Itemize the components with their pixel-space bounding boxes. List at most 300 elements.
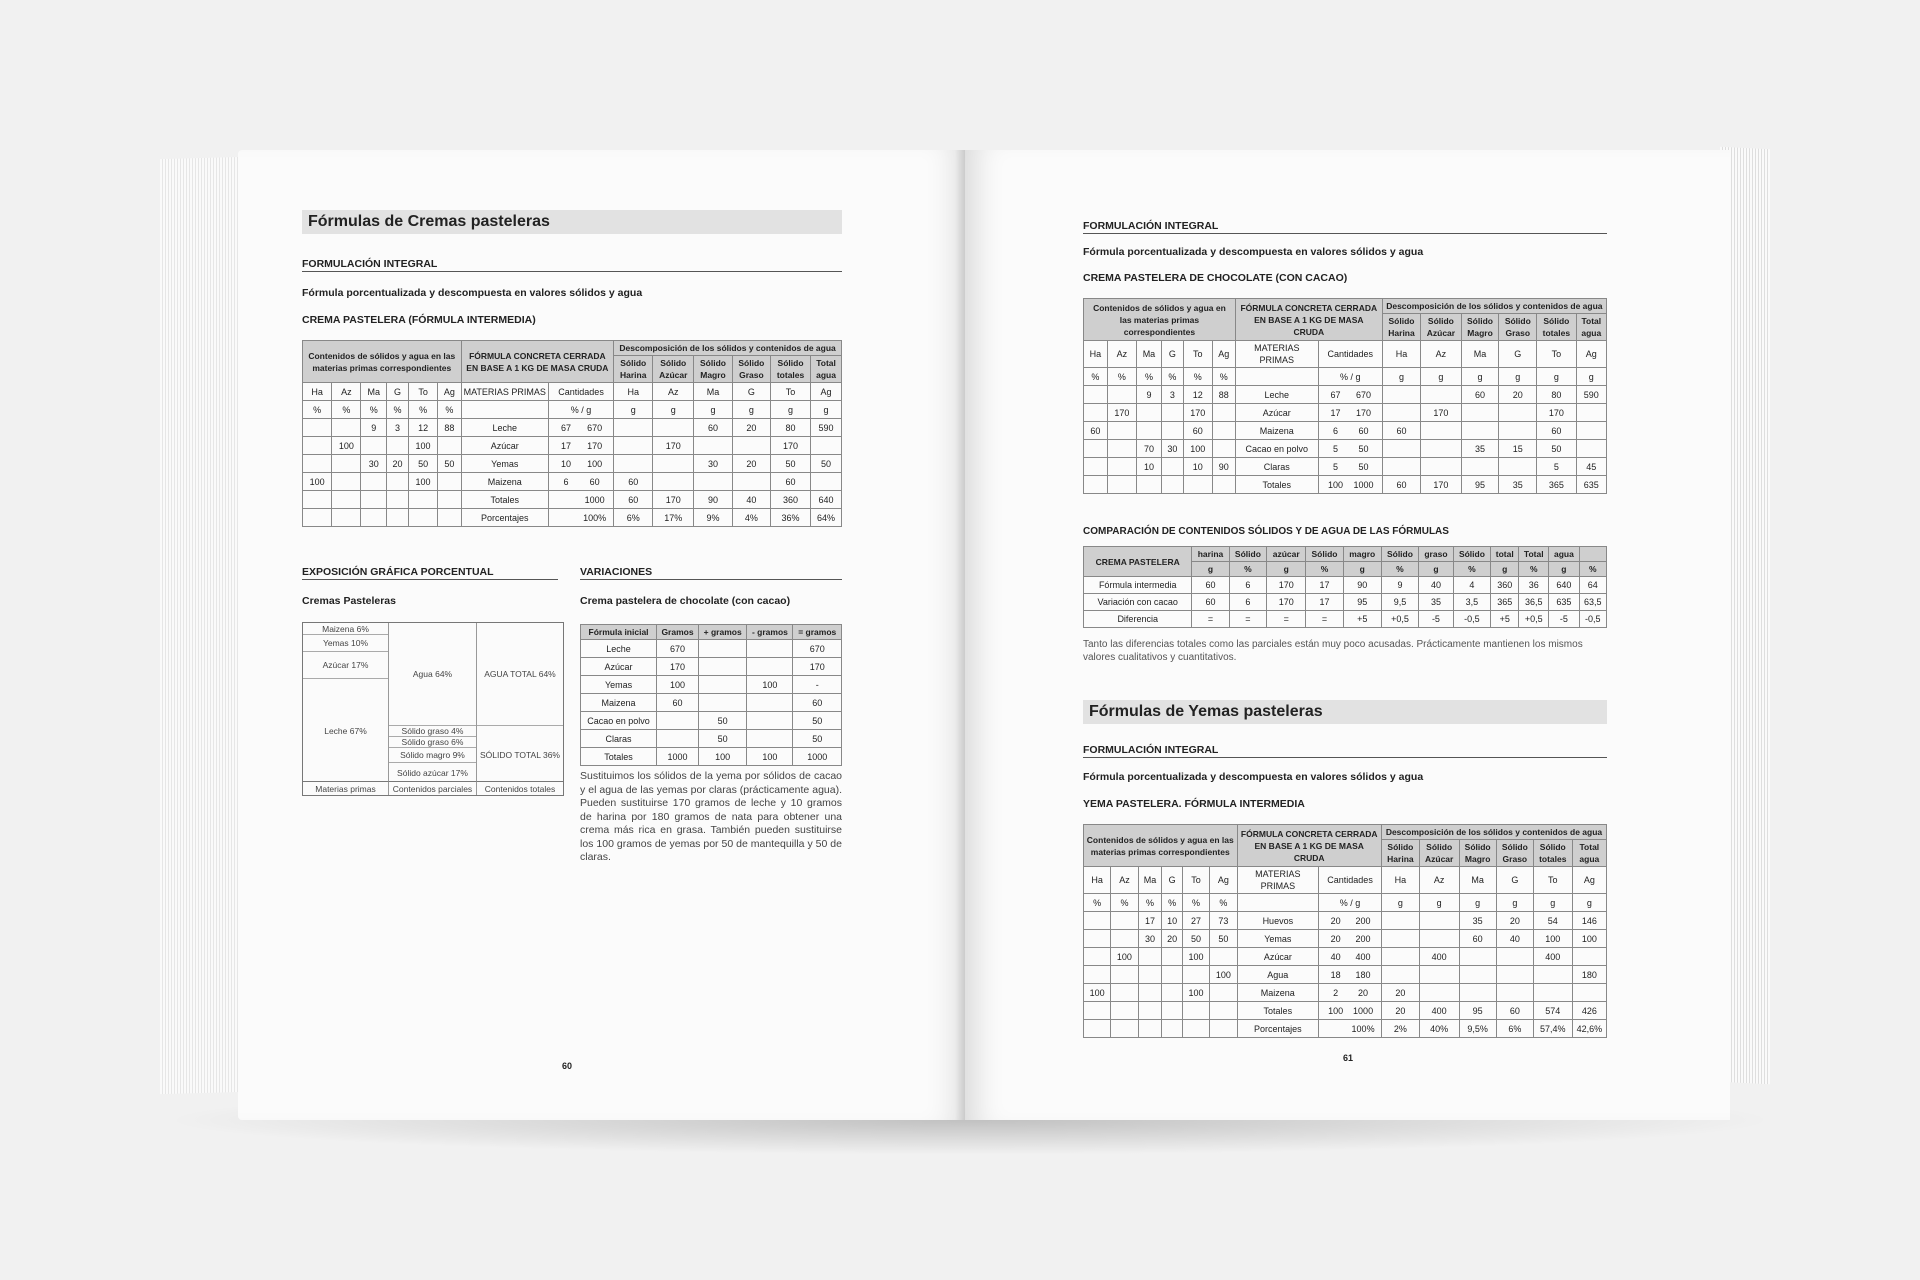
table-cell bbox=[657, 730, 699, 748]
table-cell bbox=[694, 473, 733, 491]
table-cell bbox=[332, 455, 361, 473]
left-page-edges bbox=[160, 157, 244, 1094]
table-cell: 6 60 bbox=[1318, 422, 1382, 440]
table-cell: 100 bbox=[657, 676, 699, 694]
variations-subtitle: Crema pastelera de chocolate (con cacao) bbox=[580, 595, 791, 607]
table-cell: 30 bbox=[361, 455, 387, 473]
table-cell: 2% bbox=[1381, 1020, 1419, 1038]
table-cell: = bbox=[1267, 611, 1306, 628]
table-cell bbox=[811, 473, 842, 491]
table-cell bbox=[1382, 386, 1421, 404]
table-cell: 670 bbox=[793, 640, 842, 658]
table-cell: 60 bbox=[1192, 577, 1229, 594]
section-subtitle: Fórmula porcentualizada y descompuesta en valores sólidos y agua bbox=[302, 287, 643, 299]
table-cell: g bbox=[614, 401, 653, 419]
percent-graph bbox=[302, 622, 564, 796]
table-cell: 6 60 bbox=[548, 473, 613, 491]
table-cell: 9 bbox=[361, 419, 387, 437]
table-row bbox=[1084, 948, 1607, 966]
table-cell: 67 670 bbox=[548, 419, 613, 437]
table-cell: 50 bbox=[811, 455, 842, 473]
table-cell: % bbox=[1107, 368, 1136, 386]
table-cell: g bbox=[771, 401, 811, 419]
table-codes-row: Ha Az Ma G To Ag MATERIAS PRIMAS Cantidades Ha Az Ma G To Ag bbox=[1084, 867, 1607, 894]
table-row bbox=[303, 437, 842, 455]
table-cell: 20 bbox=[1496, 912, 1533, 930]
table-cell: % bbox=[387, 401, 409, 419]
table-cell bbox=[303, 419, 332, 437]
table-cell: 9 bbox=[1136, 386, 1161, 404]
table-row bbox=[1084, 577, 1607, 594]
formula-table-chocolate bbox=[1083, 298, 1607, 494]
table-cell: 1000 bbox=[793, 748, 842, 766]
table-cell: 17 170 bbox=[1318, 404, 1382, 422]
table-cell: % bbox=[1084, 368, 1108, 386]
graph-seg-graso-a: Sólido graso 4% bbox=[389, 726, 476, 737]
table-cell: 100 bbox=[1210, 966, 1237, 984]
table-cell bbox=[1162, 458, 1184, 476]
table-cell bbox=[438, 491, 461, 509]
table-cell bbox=[1496, 984, 1533, 1002]
table-cell: 100 bbox=[698, 748, 746, 766]
table-cell: 3 bbox=[387, 419, 409, 437]
right-section-heading: FORMULACIÓN INTEGRAL bbox=[1083, 220, 1607, 234]
table-cell bbox=[1212, 476, 1235, 494]
table-cell bbox=[1111, 912, 1138, 930]
page-number-left: 60 bbox=[562, 1061, 573, 1071]
table-cell bbox=[1183, 476, 1212, 494]
table-row bbox=[1084, 611, 1607, 628]
table-cell bbox=[461, 401, 548, 419]
table-cell: 170 bbox=[771, 437, 811, 455]
table-cell: g bbox=[1421, 368, 1461, 386]
table-cell: 100 1000 bbox=[1318, 476, 1382, 494]
comparison-table: CREMA PASTELERA harina Sólido azúcar Sólido magro Sólido graso Sólido total Total agua g % g % g % g % g % g % Fórmula intermedia 60 6 170 17 90 9 40 4 360 36 640 64 Variación con cacao 60 6 170 17 95 9,5 35 3,5 365 36,5 635 63,5 Diferencia = = = = +5 +0,5 -5 -0,5 +5 +0,5 -5 -0,5 bbox=[1083, 546, 1607, 628]
table-cell bbox=[747, 712, 793, 730]
table-cell: 4% bbox=[732, 509, 770, 527]
table-cell: 60 bbox=[771, 473, 811, 491]
table-cell: 9,5 bbox=[1381, 594, 1419, 611]
table-cell: 50 bbox=[793, 712, 842, 730]
table-cell bbox=[1419, 966, 1459, 984]
right-section-heading-2: FORMULACIÓN INTEGRAL bbox=[1083, 744, 1607, 758]
table-cell: Porcentajes bbox=[461, 509, 548, 527]
col-solido-harina: Sólido Harina bbox=[614, 356, 653, 383]
table-cell: 50 bbox=[1537, 440, 1576, 458]
table-cell: 590 bbox=[1576, 386, 1606, 404]
var-col-equals: = gramos bbox=[793, 625, 842, 640]
table-cell: = bbox=[1192, 611, 1229, 628]
table-cell bbox=[1136, 404, 1161, 422]
table-cell bbox=[387, 509, 409, 527]
table-cell: 54 bbox=[1533, 912, 1572, 930]
table-cell bbox=[303, 509, 332, 527]
table-cell bbox=[1381, 966, 1419, 984]
table-cell: 170 bbox=[1537, 404, 1576, 422]
table-cell: 180 bbox=[1572, 966, 1606, 984]
table-cell bbox=[653, 473, 694, 491]
table-cell: 40 400 bbox=[1319, 948, 1382, 966]
table-cell: 18 180 bbox=[1319, 966, 1382, 984]
table-cell: Claras bbox=[1235, 458, 1318, 476]
table-row bbox=[1084, 422, 1607, 440]
table-cell: % bbox=[1182, 894, 1209, 912]
table-cell bbox=[361, 491, 387, 509]
table-head-contents: Contenidos de sólidos y agua en las materias primas correspondientes bbox=[1084, 825, 1238, 867]
table-cell: 365 bbox=[1491, 594, 1519, 611]
table-cell: 170 bbox=[793, 658, 842, 676]
table-cell: Cacao en polvo bbox=[581, 712, 657, 730]
table-cell: 100 bbox=[1111, 948, 1138, 966]
table-cell bbox=[1182, 966, 1209, 984]
table-cell bbox=[1576, 422, 1606, 440]
table-cell: 170 bbox=[657, 658, 699, 676]
table-cell: % bbox=[1183, 368, 1212, 386]
table-cell: 1000 bbox=[548, 491, 613, 509]
table-cell: Yemas bbox=[461, 455, 548, 473]
table-cell bbox=[653, 455, 694, 473]
table-cell: % bbox=[1136, 368, 1161, 386]
table-cell: % bbox=[303, 401, 332, 419]
table-cell: Fórmula intermedia bbox=[1084, 577, 1192, 594]
table-cell: 100 bbox=[408, 473, 437, 491]
table-row bbox=[303, 455, 842, 473]
table-cell bbox=[1212, 440, 1235, 458]
col-total-agua: Total agua bbox=[1576, 314, 1606, 341]
table-cell: 6 bbox=[1229, 577, 1267, 594]
table-cell: 42,6% bbox=[1572, 1020, 1606, 1038]
table-row bbox=[1084, 930, 1607, 948]
table-row bbox=[1084, 404, 1607, 422]
table-cell: 60 bbox=[1382, 476, 1421, 494]
table-cell bbox=[1533, 966, 1572, 984]
table-cell: Leche bbox=[1235, 386, 1318, 404]
table-cell: 90 bbox=[1343, 577, 1381, 594]
table-cell bbox=[1084, 912, 1111, 930]
table-cell bbox=[653, 419, 694, 437]
table-cell: 36,5 bbox=[1519, 594, 1549, 611]
table-cell bbox=[1138, 1002, 1162, 1020]
table-cell bbox=[1461, 422, 1499, 440]
table-cell: g bbox=[1576, 368, 1606, 386]
table-cell: 5 50 bbox=[1318, 440, 1382, 458]
table-cell bbox=[1162, 948, 1182, 966]
table-cell bbox=[698, 694, 746, 712]
table-cell: 50 bbox=[408, 455, 437, 473]
table-cell: % bbox=[361, 401, 387, 419]
table-cell: +5 bbox=[1343, 611, 1381, 628]
table-cell bbox=[1459, 966, 1496, 984]
table-row bbox=[1084, 594, 1607, 611]
formula-table-yemas bbox=[1083, 824, 1607, 1038]
table-cell: = bbox=[1306, 611, 1344, 628]
table-cell: Azúcar bbox=[461, 437, 548, 455]
table-cell: 5 bbox=[1537, 458, 1576, 476]
table-cell: 100 bbox=[1182, 948, 1209, 966]
table-cell: 30 bbox=[1138, 930, 1162, 948]
table-cell: Totales bbox=[1237, 1002, 1319, 1020]
table-cell bbox=[408, 491, 437, 509]
table-cell: +0,5 bbox=[1381, 611, 1419, 628]
table-cell: 60 bbox=[1459, 930, 1496, 948]
table-cell bbox=[1381, 930, 1419, 948]
table-cell: 50 bbox=[793, 730, 842, 748]
table-cell: 400 bbox=[1419, 948, 1459, 966]
table-row bbox=[1084, 966, 1607, 984]
table-cell bbox=[1235, 368, 1318, 386]
table-cell bbox=[1162, 1002, 1182, 1020]
table-cell bbox=[1576, 404, 1606, 422]
left-page bbox=[238, 150, 965, 1120]
table-cell bbox=[1162, 1020, 1182, 1038]
table-cell bbox=[1084, 458, 1108, 476]
table-cell: 1000 bbox=[657, 748, 699, 766]
right-page bbox=[965, 150, 1730, 1120]
table-cell: Porcentajes bbox=[1237, 1020, 1319, 1038]
table-cell: 635 bbox=[1576, 476, 1606, 494]
right-subtitle: Fórmula porcentualizada y descompuesta en valores sólidos y agua bbox=[1083, 246, 1424, 258]
table-cell: 60 bbox=[614, 491, 653, 509]
table-cell: 100% bbox=[548, 509, 613, 527]
table-row bbox=[1084, 1020, 1607, 1038]
table-cell: 20 bbox=[387, 455, 409, 473]
table-cell: 426 bbox=[1572, 1002, 1606, 1020]
table-cell: 35 bbox=[1499, 476, 1537, 494]
table-cell: 640 bbox=[811, 491, 842, 509]
table-cell bbox=[1419, 984, 1459, 1002]
graph-seg-azucar-solid: Sólido azúcar 17% bbox=[397, 768, 468, 778]
table-cell bbox=[732, 473, 770, 491]
table-cell bbox=[1138, 948, 1162, 966]
right-subtitle-2: Fórmula porcentualizada y descompuesta en valores sólidos y agua bbox=[1083, 771, 1424, 783]
table-codes-row: Ha Az Ma G To Ag MATERIAS PRIMAS Cantidades Ha Az Ma G To Ag bbox=[1084, 341, 1607, 368]
section-heading: FORMULACIÓN INTEGRAL bbox=[302, 258, 842, 272]
table-cell bbox=[1084, 476, 1108, 494]
table-cell: Cacao en polvo bbox=[1235, 440, 1318, 458]
table-cell bbox=[1111, 984, 1138, 1002]
table-cell bbox=[1107, 458, 1136, 476]
table-cell bbox=[698, 640, 746, 658]
table-cell: +0,5 bbox=[1519, 611, 1549, 628]
graph-foot-raw: Materias primas bbox=[303, 781, 389, 795]
graph-seg-graso-b: Sólido graso 6% bbox=[389, 737, 476, 748]
col-solido-graso: Sólido Graso bbox=[1496, 840, 1533, 867]
table-body bbox=[303, 401, 842, 527]
col-solido-magro: Sólido Magro bbox=[694, 356, 733, 383]
table-cell: 64% bbox=[811, 509, 842, 527]
table-cell: 10 bbox=[1162, 912, 1182, 930]
table-cell bbox=[361, 437, 387, 455]
table-cell: Totales bbox=[461, 491, 548, 509]
table-cell bbox=[1499, 422, 1537, 440]
table-cell bbox=[747, 640, 793, 658]
table-units-row bbox=[1084, 368, 1607, 386]
table-cell bbox=[811, 437, 842, 455]
table-units-row bbox=[1084, 894, 1607, 912]
table-cell bbox=[1576, 440, 1606, 458]
table-cell bbox=[387, 473, 409, 491]
table-cell: 70 bbox=[1136, 440, 1161, 458]
table-cell bbox=[1084, 1002, 1111, 1020]
table-cell: 6% bbox=[1496, 1020, 1533, 1038]
table-cell: 20 bbox=[1381, 1002, 1419, 1020]
table-cell bbox=[614, 419, 653, 437]
col-solido-totales: Sólido totales bbox=[1537, 314, 1576, 341]
table-cell: 67 670 bbox=[1318, 386, 1382, 404]
table-cell bbox=[1084, 966, 1111, 984]
table-cell: 170 bbox=[1267, 577, 1306, 594]
graph-foot-partial: Contenidos parciales bbox=[389, 781, 477, 795]
col-total-agua: Total agua bbox=[811, 356, 842, 383]
table-cell bbox=[1084, 930, 1111, 948]
table-cell: 50 bbox=[698, 712, 746, 730]
table-cell bbox=[361, 473, 387, 491]
table-cell bbox=[747, 658, 793, 676]
table-units-row bbox=[303, 401, 842, 419]
table-cell bbox=[732, 437, 770, 455]
table-cell bbox=[303, 491, 332, 509]
table-head-contents: Contenidos de sólidos y agua en las materias primas correspondientes bbox=[303, 341, 462, 383]
table-cell: 90 bbox=[694, 491, 733, 509]
right-table2-title: YEMA PASTELERA. FÓRMULA INTERMEDIA bbox=[1083, 798, 1305, 810]
graph-seg-yemas: Yemas 10% bbox=[303, 635, 388, 652]
graph-seg-agua: Agua 64% bbox=[389, 623, 476, 726]
graph-seg-maizena: Maizena 6% bbox=[303, 623, 388, 635]
table-cell: 50 bbox=[438, 455, 461, 473]
table-cell bbox=[1111, 1002, 1138, 1020]
table-cell bbox=[332, 419, 361, 437]
graph-seg-agua-total: AGUA TOTAL 64% bbox=[477, 623, 563, 726]
table-cell: % / g bbox=[548, 401, 613, 419]
table-cell: 20 200 bbox=[1319, 930, 1382, 948]
table-row bbox=[581, 712, 842, 730]
table-cell bbox=[1459, 948, 1496, 966]
table-cell: 100 bbox=[332, 437, 361, 455]
table-cell: 20 bbox=[1162, 930, 1182, 948]
table-cell bbox=[1419, 912, 1459, 930]
table-row bbox=[303, 509, 842, 527]
table-row bbox=[1084, 440, 1607, 458]
graph-seg-leche: Leche 67% bbox=[324, 726, 367, 736]
table-cell: -0,5 bbox=[1579, 611, 1606, 628]
table-row bbox=[1084, 1002, 1607, 1020]
table-cell: 4 bbox=[1453, 577, 1491, 594]
table-cell bbox=[1210, 984, 1237, 1002]
table-row bbox=[1084, 458, 1607, 476]
var-col-plus: + gramos bbox=[698, 625, 746, 640]
table-cell: 95 bbox=[1459, 1002, 1496, 1020]
table-cell: 17% bbox=[653, 509, 694, 527]
table-cell: 170 bbox=[1107, 404, 1136, 422]
table-row bbox=[1084, 476, 1607, 494]
table-cell: g bbox=[694, 401, 733, 419]
comparison-note: Tanto las diferencias totales como las parciales están muy poco acusadas. Prácticamente mantienen los mismos valores cualitativos y cuantitativos. bbox=[1083, 639, 1583, 663]
table-cell: 64 bbox=[1579, 577, 1606, 594]
table-cell bbox=[361, 509, 387, 527]
table-cell bbox=[1084, 404, 1108, 422]
table-cell: 6% bbox=[614, 509, 653, 527]
table-cell: 50 bbox=[1182, 930, 1209, 948]
table-cell: % bbox=[408, 401, 437, 419]
table-cell: 640 bbox=[1549, 577, 1579, 594]
table-cell: Leche bbox=[461, 419, 548, 437]
table-cell: % / g bbox=[1318, 368, 1382, 386]
table-cell: 20 bbox=[1499, 386, 1537, 404]
table-cell: g bbox=[1499, 368, 1537, 386]
table-cell: 60 bbox=[1084, 422, 1108, 440]
table-cell: 30 bbox=[694, 455, 733, 473]
table-row bbox=[1084, 386, 1607, 404]
table-cell: -5 bbox=[1549, 611, 1579, 628]
comp-corner: CREMA PASTELERA bbox=[1084, 547, 1192, 577]
table-cell bbox=[1572, 948, 1606, 966]
table-cell: 6 bbox=[1229, 594, 1267, 611]
table-cell bbox=[1162, 422, 1184, 440]
table-cell: 20 bbox=[1381, 984, 1419, 1002]
table-cell bbox=[1084, 386, 1108, 404]
table-row bbox=[303, 419, 842, 437]
table-cell: 170 bbox=[1421, 404, 1461, 422]
table-cell: 12 bbox=[408, 419, 437, 437]
table-cell: Claras bbox=[581, 730, 657, 748]
table-cell bbox=[1138, 1020, 1162, 1038]
comparison-body bbox=[1084, 577, 1607, 628]
table-cell bbox=[1107, 440, 1136, 458]
table-cell: 60 bbox=[614, 473, 653, 491]
graph-foot-total: Contenidos totales bbox=[477, 781, 563, 795]
table-cell: g bbox=[1572, 894, 1606, 912]
table-cell: 100 bbox=[1182, 984, 1209, 1002]
table-cell bbox=[1419, 930, 1459, 948]
table-cell: 15 bbox=[1499, 440, 1537, 458]
table-cell: Azúcar bbox=[1237, 948, 1319, 966]
table-cell: 30 bbox=[1162, 440, 1184, 458]
col-solido-magro: Sólido Magro bbox=[1461, 314, 1499, 341]
table-cell: 80 bbox=[771, 419, 811, 437]
table-row bbox=[581, 640, 842, 658]
table-cell: g bbox=[1381, 894, 1419, 912]
table-cell: 60 bbox=[793, 694, 842, 712]
graph-seg-solido-total: SÓLIDO TOTAL 36% bbox=[480, 749, 560, 760]
table-cell bbox=[1381, 912, 1419, 930]
table-cell: 170 bbox=[1267, 594, 1306, 611]
table-cell: Variación con cacao bbox=[1084, 594, 1192, 611]
table-cell bbox=[747, 694, 793, 712]
graph-seg-azucar: Azúcar 17% bbox=[303, 652, 388, 679]
table-cell: 100 bbox=[1572, 930, 1606, 948]
table-cell: Yemas bbox=[1237, 930, 1319, 948]
table-cell: 100 bbox=[747, 676, 793, 694]
table-cell bbox=[1381, 948, 1419, 966]
right-table-title: CREMA PASTELERA DE CHOCOLATE (CON CACAO) bbox=[1083, 272, 1348, 284]
graph-section-heading: EXPOSICIÓN GRÁFICA PORCENTUAL bbox=[302, 566, 558, 580]
table-cell: % bbox=[1084, 894, 1111, 912]
table-cell: Huevos bbox=[1237, 912, 1319, 930]
table-cell: 40 bbox=[732, 491, 770, 509]
table-cell: 35 bbox=[1459, 912, 1496, 930]
graph-seg-magro: Sólido magro 9% bbox=[389, 748, 476, 763]
table-cell: g bbox=[1459, 894, 1496, 912]
table-cell bbox=[387, 437, 409, 455]
table-row bbox=[303, 491, 842, 509]
table-cell bbox=[1496, 966, 1533, 984]
table-cell: 95 bbox=[1461, 476, 1499, 494]
col-solido-totales: Sólido totales bbox=[771, 356, 811, 383]
table-cell: 360 bbox=[771, 491, 811, 509]
table-cell: 60 bbox=[1183, 422, 1212, 440]
table-cell bbox=[1210, 1020, 1237, 1038]
table-cell: Leche bbox=[581, 640, 657, 658]
